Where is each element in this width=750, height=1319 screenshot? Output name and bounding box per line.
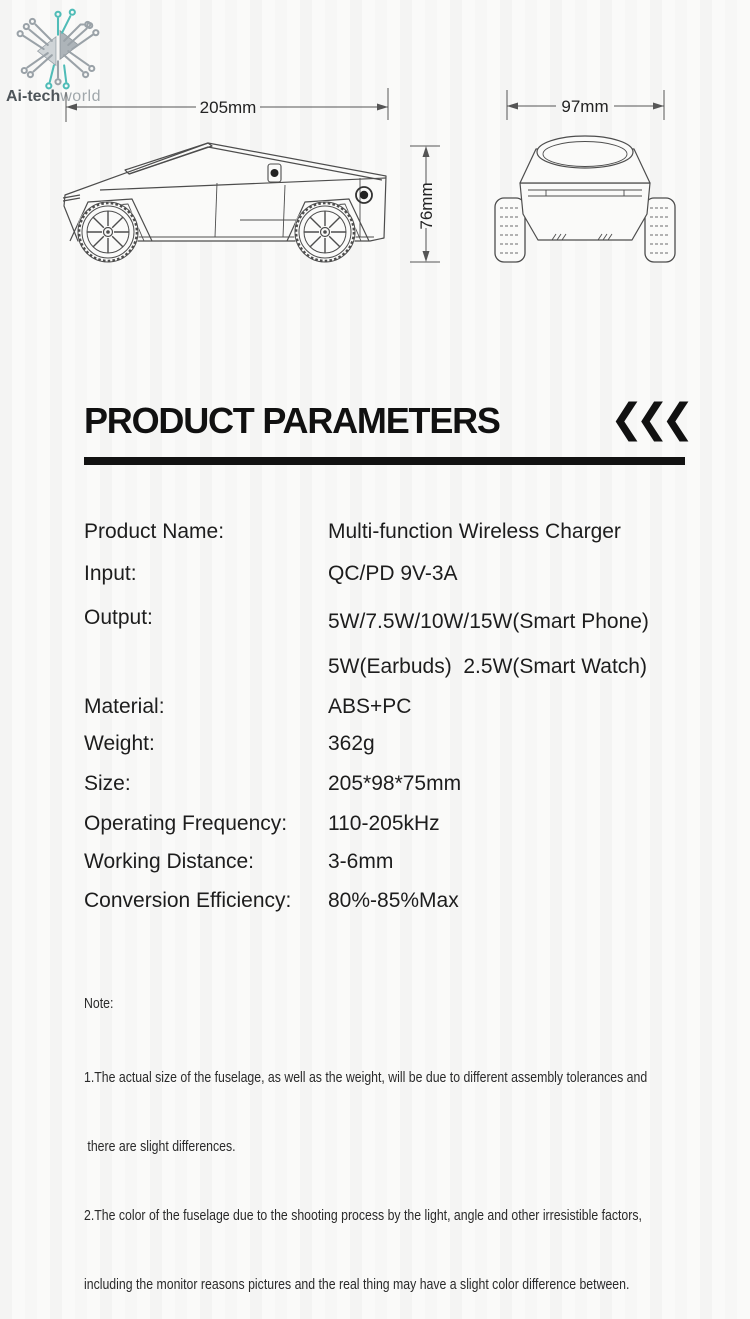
param-value-conversion-efficiency: 80%-85%Max xyxy=(328,889,459,912)
param-value-operating-frequency: 110-205kHz xyxy=(328,812,440,835)
param-value-product-name: Multi-function Wireless Charger xyxy=(328,520,621,543)
section-title: PRODUCT PARAMETERS xyxy=(84,400,500,441)
param-label-weight: Weight: xyxy=(84,732,155,755)
rear-wheel xyxy=(294,201,356,263)
brand-light-text: world xyxy=(60,88,101,105)
brand-bold-text: Ai-tech xyxy=(6,88,61,105)
param-value-output-line2: 5W(Earbuds) 2.5W(Smart Watch) xyxy=(328,655,647,678)
note-line: 2.The color of the fuselage due to the shooting process by the light, angle and other irresistible factors, xyxy=(84,1207,642,1224)
param-label-size: Size: xyxy=(84,772,131,795)
note-heading: Note: xyxy=(84,995,114,1012)
param-label-working-distance: Working Distance: xyxy=(84,850,255,873)
param-value-working-distance: 3-6mm xyxy=(328,850,394,873)
rear-width-dim-label: 97mm xyxy=(561,97,609,116)
param-label-conversion-efficiency: Conversion Efficiency: xyxy=(84,889,292,912)
triple-chevron-left-icon: ❮❮❮ xyxy=(610,397,687,441)
front-wheel xyxy=(77,201,139,263)
param-value-material: ABS+PC xyxy=(328,695,412,718)
side-height-dim-label: 76mm xyxy=(417,182,436,230)
param-label-material: Material: xyxy=(84,695,165,718)
note-line: including the monitor reasons pictures and the real thing may have a slight color difference between. xyxy=(84,1276,630,1293)
param-value-output-line1: 5W/7.5W/10W/15W(Smart Phone) xyxy=(328,610,649,633)
param-value-size: 205*98*75mm xyxy=(328,772,462,795)
note-block xyxy=(84,946,647,1319)
param-label-input: Input: xyxy=(84,562,137,585)
param-label-output: Output: xyxy=(84,606,153,629)
side-view-drawing xyxy=(60,88,440,275)
param-value-weight: 362g xyxy=(328,732,375,755)
note-line: 1.The actual size of the fuselage, as well as the weight, will be due to different assembly tolerances and xyxy=(84,1069,648,1086)
side-length-dim-label: 205mm xyxy=(199,98,257,117)
brand-circuit-logo-icon xyxy=(6,2,110,92)
param-label-product-name: Product Name: xyxy=(84,520,225,543)
param-label-operating-frequency: Operating Frequency: xyxy=(84,812,288,835)
rear-view-drawing xyxy=(480,88,690,275)
section-divider xyxy=(84,457,685,465)
param-value-input: QC/PD 9V-3A xyxy=(328,562,458,585)
note-line: there are slight differences. xyxy=(84,1138,236,1155)
